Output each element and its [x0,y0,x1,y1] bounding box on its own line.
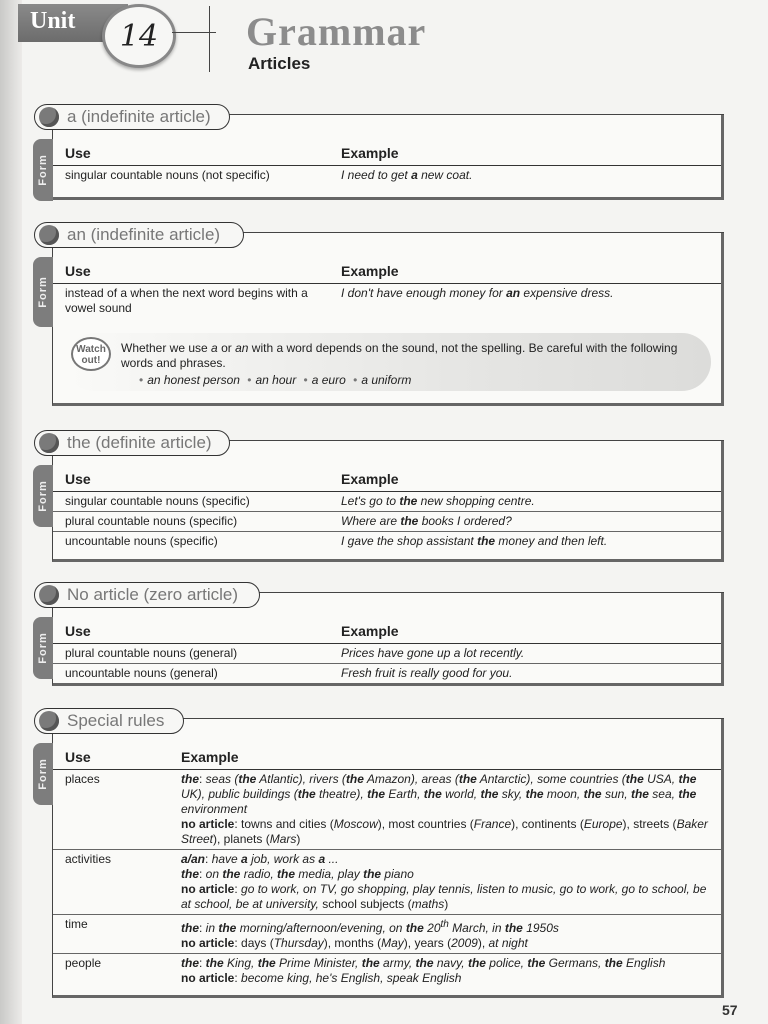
bullet-dot-icon: • [303,373,308,387]
section-label: the (definite article) [67,433,212,452]
use-cell: singular countable nouns (specific) [65,494,250,508]
rule-box [37,232,724,406]
rule-box [37,440,724,562]
header-example: Example [329,467,721,492]
watch-out-icon: Watch out! [71,337,111,371]
rule-table [53,467,721,551]
example-cell: Prices have gone up a lot recently. [341,646,525,660]
use-cell: places [65,772,100,786]
list-item: a euro [311,373,346,387]
section-label: an (indefinite article) [67,225,221,244]
bullet-icon [39,107,59,127]
header-example: Example [329,619,721,644]
use-cell: instead of a when the next word begins with a vowel sound [65,286,308,315]
example-cell: the: in the morning/afternoon/evening, on the 20th March, in the 1950s no article: days (Thursday), months (May), years (2009), at night [169,915,721,954]
section-label: Special rules [67,711,165,730]
page-title: Grammar [246,9,427,54]
form-tab [33,743,53,805]
header-use: Use [53,259,329,284]
table-row [53,166,721,186]
page-subtitle: Articles [248,54,311,73]
watch-out-text: Whether we use a or an with a word depends on the sound, not the spelling. Be careful with the following words and phrases. [121,341,678,370]
section-heading [34,222,244,248]
table-row [53,954,721,989]
rule-table [53,745,721,988]
table-header-row [53,619,721,644]
rule-table [53,619,721,683]
bullet-icon [39,225,59,245]
form-label: Form [37,632,49,664]
table-row [53,915,721,954]
table-header-row [53,467,721,492]
example-cell: Let's go to the new shopping centre. [341,494,535,508]
use-cell: uncountable nouns (specific) [53,532,329,552]
header-connector [172,32,216,33]
form-label: Form [37,480,49,512]
watch-out-list [135,373,411,387]
form-tab [33,257,53,327]
heading-rule [244,232,724,233]
table-row [53,770,721,850]
example-cell: the: seas (the Atlantic), rivers (the Amazon), areas (the Antarctic), some countries (the USA, the UK), public buildings (the theatre), the Earth, the world, the sky, the moon, the sun, the sea, the environment no article: towns and cities (Moscow), most countries (France), continents (Europe), streets (Baker Street), planets (Mars) [181,772,708,846]
form-label: Form [37,758,49,790]
table-row [53,644,721,664]
rule-table [53,141,721,185]
heading-rule [230,114,724,115]
section-label: No article (zero article) [67,585,238,604]
use-cell: singular countable nouns (not specific) [65,168,270,182]
use-cell: people [53,954,169,989]
use-cell: activities [53,850,169,915]
table-header-row [53,745,721,770]
section-heading [34,430,230,456]
header-example: Example [169,745,721,770]
example-cell: I need to get a new coat. [341,168,473,182]
page-number: 57 [722,1002,738,1018]
page-binding-shadow [0,0,22,1024]
form-label: Form [37,276,49,308]
header-use: Use [53,467,329,492]
bullet-icon [39,585,59,605]
table-header-row [53,141,721,166]
use-cell: time [53,915,169,954]
header-use: Use [53,141,329,166]
header-use: Use [53,745,169,770]
section-heading [34,104,230,130]
example-cell: I gave the shop assistant the money and then left. [329,532,721,552]
table-row [53,532,721,552]
rule-table [53,259,721,318]
table-header-row [53,259,721,284]
heading-rule [184,718,724,719]
use-cell: uncountable nouns (general) [53,664,329,684]
heading-rule [260,592,724,593]
bullet-dot-icon: • [139,373,144,387]
table-row [53,284,721,319]
use-cell: plural countable nouns (general) [65,646,238,660]
watch-out-note [65,333,711,391]
table-row [53,492,721,512]
header-example: Example [329,141,721,166]
list-item: a uniform [361,373,412,387]
example-cell: a/an: have a job, work as a ... the: on the radio, the media, play the piano no article: go to work, on TV, go shopping, play tennis, listen to music, go to work, go to school, be at school, be at university, school subjects (maths) [169,850,721,915]
example-cell: Fresh fruit is really good for you. [329,664,721,684]
form-label: Form [37,154,49,186]
unit-number-badge [102,4,176,68]
list-item: an hour [255,373,297,387]
unit-label: Unit [30,8,76,34]
bullet-dot-icon: • [353,373,358,387]
table-row [53,512,721,532]
header-example: Example [329,259,721,284]
table-row [53,664,721,684]
form-tab [33,465,53,527]
unit-number: 14 [119,18,159,54]
heading-rule [230,440,724,441]
section-label: a (indefinite article) [67,107,211,126]
header-use: Use [53,619,329,644]
bullet-icon [39,433,59,453]
section-heading [34,582,260,608]
example-cell: the: the King, the Prime Minister, the army, the navy, the police, the Germans, the English no article: become king, he's English, speak English [169,954,721,989]
example-cell: I don't have enough money for an expensive dress. [341,286,614,300]
section-heading [34,708,184,734]
example-cell: Where are the books I ordered? [329,512,721,532]
bullet-dot-icon: • [247,373,252,387]
form-tab [33,139,53,201]
list-item: an honest person [147,373,240,387]
header-divider [209,6,210,72]
bullet-icon [39,711,59,731]
rule-box [37,718,724,998]
form-tab [33,617,53,679]
use-cell: plural countable nouns (specific) [53,512,329,532]
table-row [53,850,721,915]
